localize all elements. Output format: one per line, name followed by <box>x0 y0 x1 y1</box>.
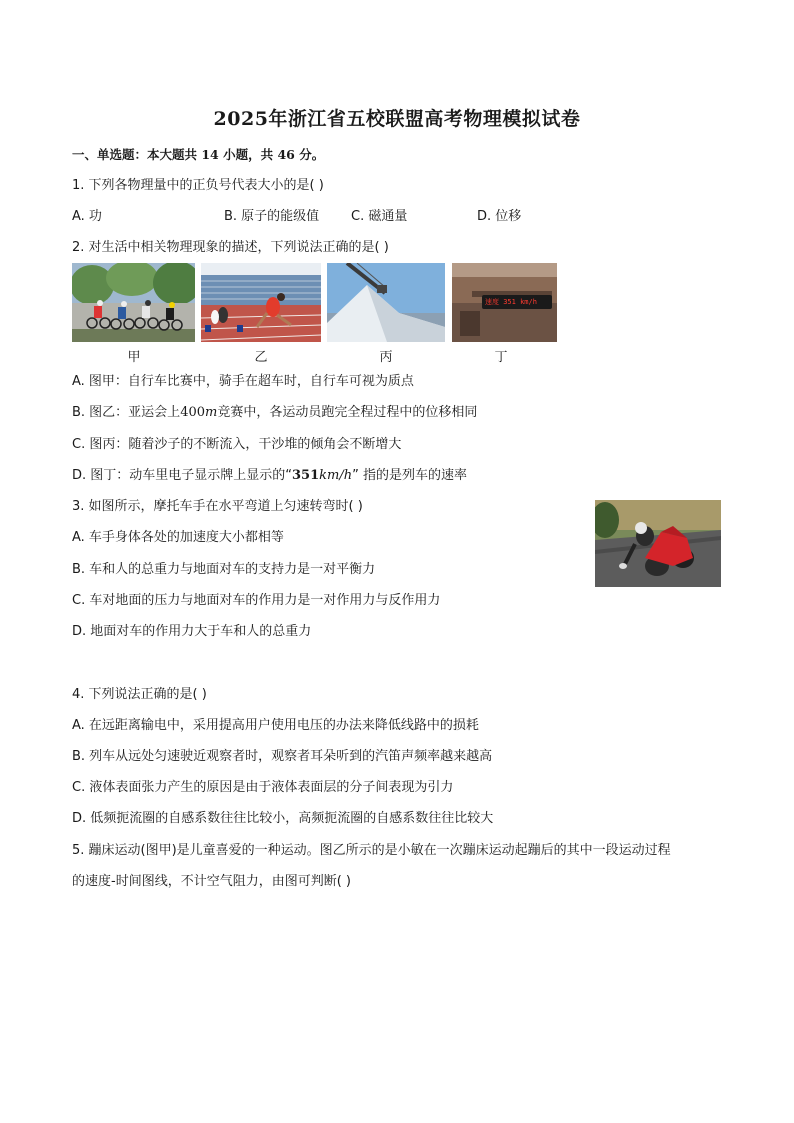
q2-d-number: 351 <box>292 468 320 483</box>
q1-option-c: C. 磁通量 <box>351 209 408 224</box>
q2-b-unit: m <box>205 405 218 420</box>
q5-stem-line1: 5. 蹦床运动(图甲)是儿童喜爱的一种运动。图乙所示的是小敏在一次蹦床运动起蹦后的其中一段运动过程 <box>72 843 671 858</box>
page-title: 2025年浙江省五校联盟高考物理模拟试卷 <box>213 108 581 130</box>
q4-option-c: C. 液体表面张力产生的原因是由于液体表面层的分子间表现为引力 <box>72 780 454 795</box>
q4-option-d: D. 低频扼流圈的自感系数往往比较小，高频扼流圈的自感系数往往比较大 <box>72 811 494 826</box>
figure-caption-ding: 丁 <box>494 350 508 365</box>
q3-option-b: B. 车和人的总重力与地面对车的支持力是一对平衡力 <box>72 562 376 577</box>
q4-option-b: B. 列车从远处匀速驶近观察者时，观察者耳朵听到的汽笛声频率越来越高 <box>72 749 493 764</box>
q2-d-unit: km/h <box>319 468 353 483</box>
speed-readout: 速度 351 km/h <box>485 298 537 306</box>
q3-stem: 3. 如图所示，摩托车手在水平弯道上匀速转弯时( ) <box>72 499 363 514</box>
section-heading: 一、单选题：本大题共 14 小题，共 46 分。 <box>72 147 325 162</box>
train-speed-display-photo <box>452 263 557 342</box>
q1-option-d: D. 位移 <box>477 209 522 224</box>
sprint-race-photo <box>201 263 321 342</box>
q2-stem: 2. 对生活中相关物理现象的描述，下列说法正确的是( ) <box>72 240 389 255</box>
q5-stem-line2: 的速度-时间图线，不计空气阻力，由图可判断( ) <box>72 874 351 889</box>
q2-option-c: C. 图丙：随着沙子的不断流入，干沙堆的倾角会不断增大 <box>72 437 402 452</box>
q1-option-b: B. 原子的能级值 <box>224 209 320 224</box>
q1-option-a: A. 功 <box>72 209 102 224</box>
q2-option-a: A. 图甲：自行车比赛中，骑手在超车时，自行车可视为质点 <box>72 374 414 389</box>
figure-caption-bing: 丙 <box>379 350 393 365</box>
q2-b-number: 400 <box>180 405 206 420</box>
q3-option-a: A. 车手身体各处的加速度大小都相等 <box>72 530 284 545</box>
cycling-race-photo <box>72 263 195 342</box>
figure-caption-jia: 甲 <box>127 350 141 365</box>
figure-caption-yi: 乙 <box>254 350 268 365</box>
q3-option-d: D. 地面对车的作用力大于车和人的总重力 <box>72 624 312 639</box>
q2-option-b: B. 图乙：亚运会上400m竞赛中，各运动员跑完全程过程中的位移相同 <box>72 405 478 420</box>
q4-option-a: A. 在远距离输电中，采用提高用户使用电压的办法来降低线路中的损耗 <box>72 718 479 733</box>
sand-pile-photo <box>327 263 445 342</box>
q2-option-d: D. 图丁：动车里电子显示牌上显示的“351km/h” 指的是列车的速率 <box>72 468 467 483</box>
q4-stem: 4. 下列说法正确的是( ) <box>72 687 207 702</box>
q3-option-c: C. 车对地面的压力与地面对车的作用力是一对作用力与反作用力 <box>72 593 441 608</box>
motorcycle-cornering-photo <box>595 500 721 587</box>
q1-stem: 1. 下列各物理量中的正负号代表大小的是( ) <box>72 178 324 193</box>
